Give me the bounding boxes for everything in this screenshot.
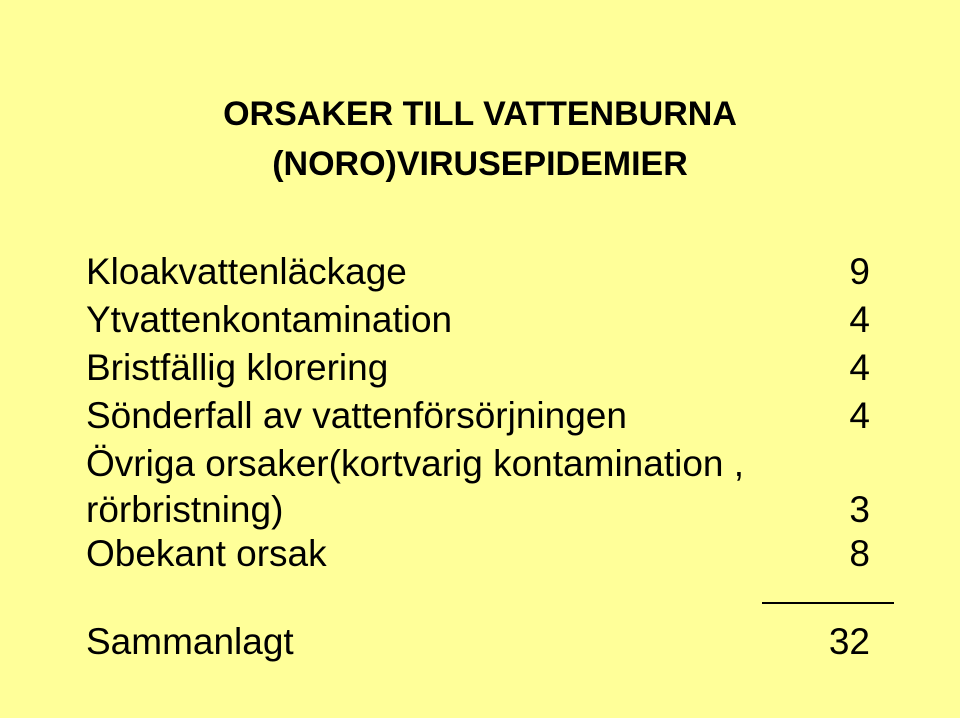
row-value-kloakvattenlackage: 9: [849, 251, 870, 292]
title-line-1: ORSAKER TILL VATTENBURNA: [223, 95, 737, 133]
row-value-sonderfall: 4: [849, 395, 870, 436]
row-value-rorbristning: 3: [849, 489, 870, 530]
row-label-ovriga-orsaker: Övriga orsaker(kortvarig kontamination ,: [86, 443, 745, 484]
row-label-bristfallig-klorering: Bristfällig klorering: [86, 347, 389, 388]
row-label-obekant-orsak: Obekant orsak: [86, 533, 327, 574]
row-label-kloakvattenlackage: Kloakvattenläckage: [86, 251, 407, 292]
total-value: 32: [828, 621, 870, 662]
row-value-ytvattenkontamination: 4: [849, 299, 870, 340]
row-value-obekant-orsak: 8: [849, 533, 870, 574]
row-label-sonderfall: Sönderfall av vattenförsörjningen: [86, 395, 627, 436]
sum-divider: [762, 602, 894, 604]
row-label-ytvattenkontamination: Ytvattenkontamination: [86, 299, 453, 340]
row-label-rorbristning: rörbristning): [86, 489, 284, 530]
row-value-bristfallig-klorering: 4: [849, 347, 870, 388]
total-label: Sammanlagt: [86, 621, 294, 662]
title-line-2: (NORO)VIRUSEPIDEMIER: [272, 145, 688, 183]
